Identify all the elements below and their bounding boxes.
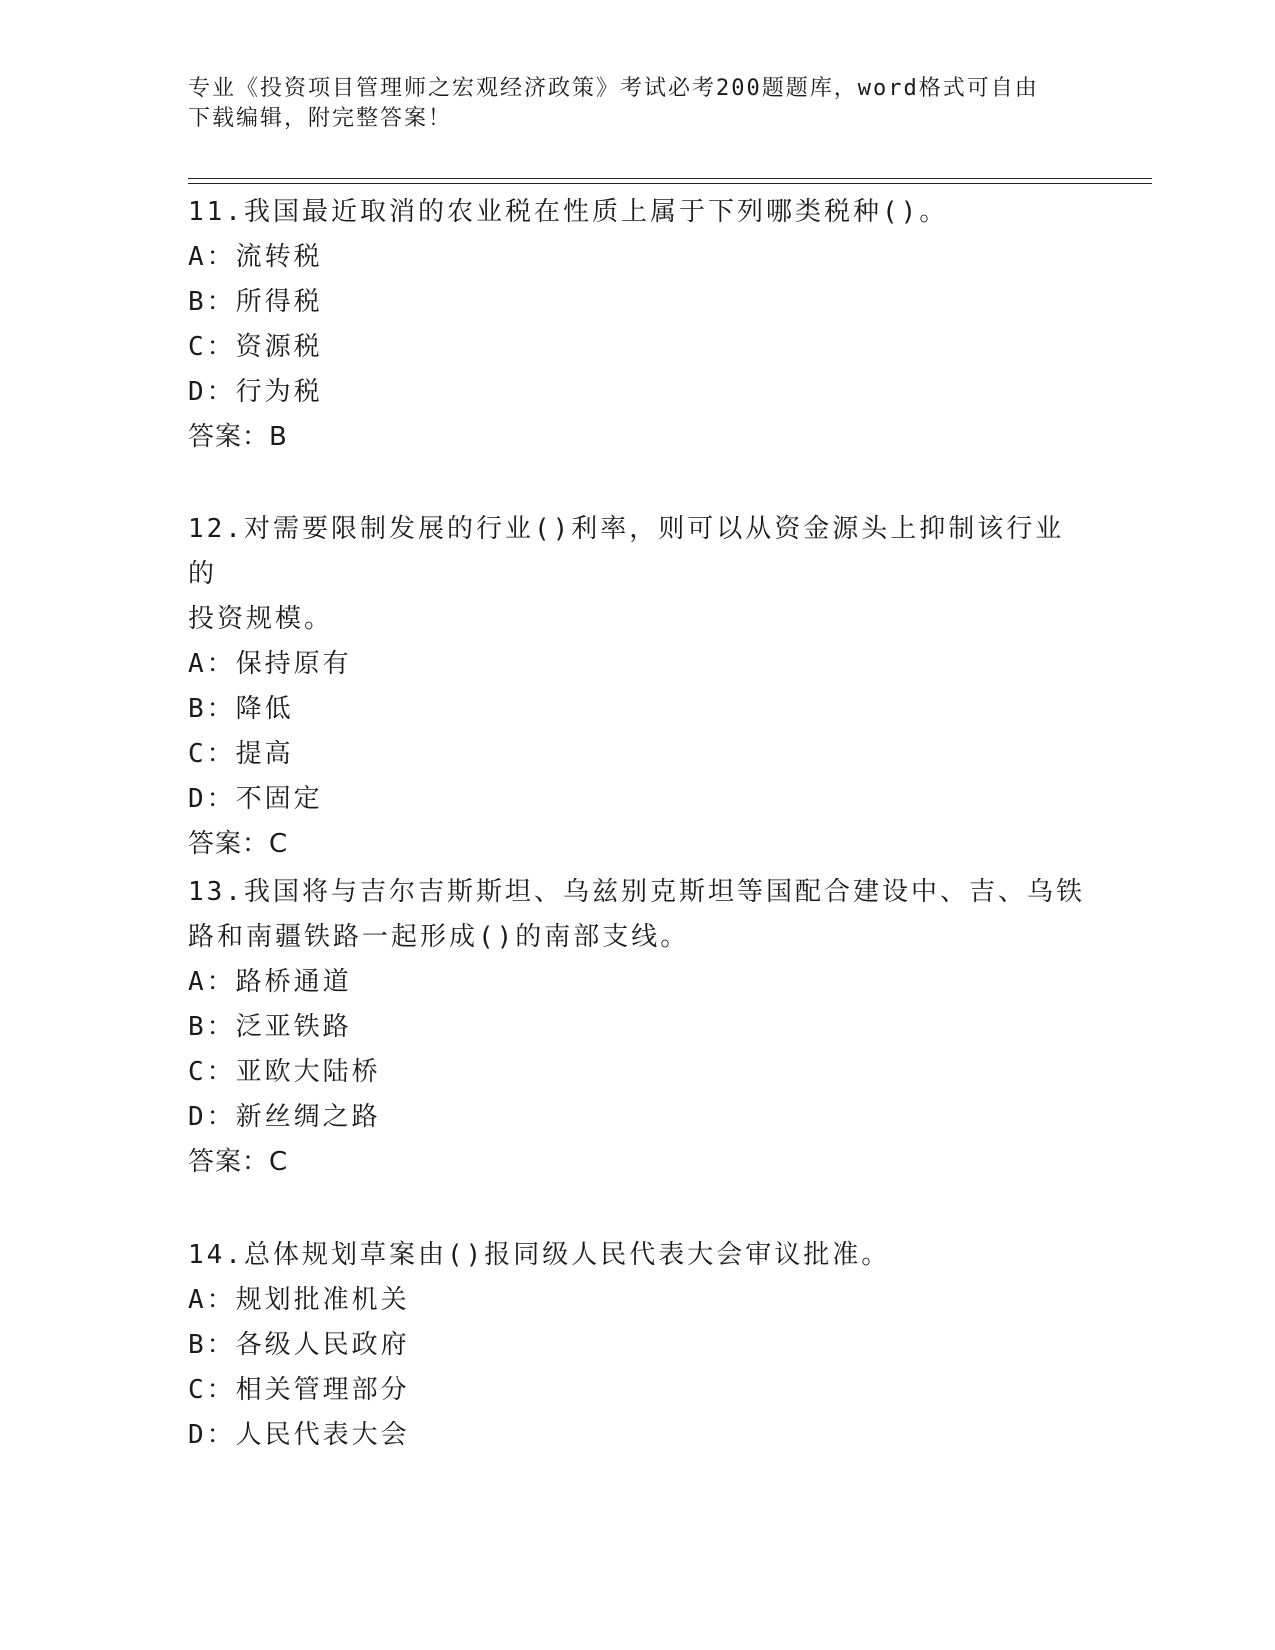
option-c: C：提高 (188, 739, 294, 769)
answer-line: 答案：C (188, 829, 289, 859)
option-b: B：各级人民政府 (188, 1330, 410, 1360)
question-12 (188, 507, 1088, 867)
question-14 (188, 1233, 1088, 1458)
option-a: A：保持原有 (188, 649, 352, 679)
header-line-1: 专业《投资项目管理师之宏观经济政策》考试必考200题题库，word格式可自由 (188, 76, 1039, 101)
option-b: B：泛亚铁路 (188, 1012, 352, 1042)
question-stem: 11.我国最近取消的农业税在性质上属于下列哪类税种()。 (188, 197, 949, 227)
question-stem-line-1: 12.对需要限制发展的行业()利率，则可以从资金源头上抑制该行业的 (188, 514, 1065, 589)
option-a: A：规划批准机关 (188, 1285, 410, 1315)
document-header (188, 74, 1088, 134)
option-b: B：降低 (188, 694, 294, 724)
option-d: D：新丝绸之路 (188, 1102, 381, 1132)
option-a: A：路桥通道 (188, 967, 352, 997)
question-13 (188, 870, 1088, 1185)
question-11 (188, 190, 1088, 460)
question-stem-line-2: 投资规模。 (188, 604, 334, 634)
answer-line: 答案：C (188, 1147, 289, 1177)
option-a: A：流转税 (188, 242, 323, 272)
option-d: D：不固定 (188, 784, 323, 814)
question-stem-line-2: 路和南疆铁路一起形成()的南部支线。 (188, 922, 690, 952)
option-c: C：资源税 (188, 332, 323, 362)
header-divider-bottom (188, 183, 1152, 184)
option-c: C：相关管理部分 (188, 1375, 410, 1405)
question-stem: 14.总体规划草案由()报同级人民代表大会审议批准。 (188, 1240, 891, 1270)
question-stem-line-1: 13.我国将与吉尔吉斯斯坦、乌兹别克斯坦等国配合建设中、吉、乌铁 (188, 877, 1085, 907)
option-b: B：所得税 (188, 287, 323, 317)
option-c: C：亚欧大陆桥 (188, 1057, 381, 1087)
header-divider-top (188, 178, 1152, 179)
answer-line: 答案：B (188, 422, 288, 452)
option-d: D：行为税 (188, 377, 323, 407)
header-line-2: 下载编辑，附完整答案！ (188, 106, 453, 131)
option-d: D：人民代表大会 (188, 1420, 410, 1450)
